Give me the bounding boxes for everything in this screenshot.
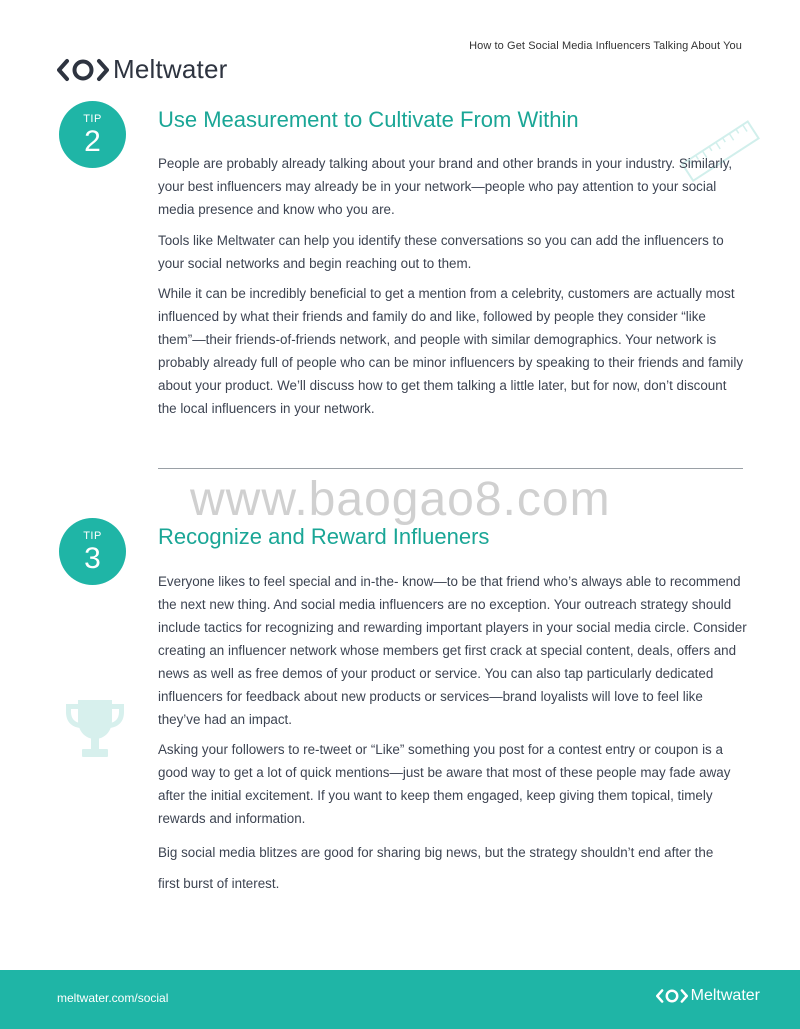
meltwater-logo[interactable] — [57, 54, 228, 85]
watermark: www.baogao8.com — [190, 473, 611, 526]
footer-logo[interactable] — [656, 987, 760, 1005]
tip-2-title: Use Measurement to Cultivate From Within — [158, 107, 579, 132]
tip-3-badge — [59, 518, 126, 585]
logo-text: Meltwater — [113, 54, 228, 84]
tip-number: 2 — [84, 125, 101, 158]
tip-3-paragraph-3: Big social media blitzes are good for sharing big news, but the strategy shouldn’t end after the first burst of interest. — [158, 845, 714, 891]
tip-2-paragraph-3: While it can be incredibly beneficial to get a mention from a celebrity, customers are actually most influenced by what their friends and family do and like, followed by people they consider “like them”—their friends-of-friends network, and people with similar demographics. Your network is probably already full of people who can be minor influencers by speaking to their friends and family about your product. We’ll discuss how to get them talking a little later, but for now, don’t discount the local influencers in your network. — [158, 286, 744, 416]
tip-2-paragraph-1: People are probably already talking about your brand and other brands in your industry. Similarly, your best influencers may already be in your network—people who pay attention to your social media presence and know who you are. — [158, 156, 733, 217]
trophy-icon — [62, 698, 128, 764]
tip-label: TIP — [83, 530, 102, 542]
tip-2-paragraph-2: Tools like Meltwater can help you identify these conversations so you can add the influencers to your social networks and begin reaching out to them. — [158, 233, 724, 271]
footer-url-link[interactable]: meltwater.com/social — [57, 991, 169, 1005]
header-note: How to Get Social Media Influencers Talking About You — [469, 40, 742, 52]
tip-number: 3 — [84, 542, 101, 575]
footer-logo-text: Meltwater — [690, 987, 760, 1004]
tip-3-title: Recognize and Reward Influeners — [158, 524, 490, 549]
section-divider — [158, 468, 743, 469]
tip-3-paragraph-2: Asking your followers to re-tweet or “Like” something you post for a contest entry or coupon is a good way to get a lot of quick mentions—just be aware that most of these people may fade away after the initial excitement. If you want to keep them engaged, keep giving them topical, timely rewards and information. — [158, 742, 731, 826]
tip-label: TIP — [83, 113, 102, 125]
tip-2-badge — [59, 101, 126, 168]
meltwater-logo-icon — [57, 57, 109, 83]
meltwater-logo-icon — [656, 988, 688, 1004]
footer — [0, 970, 800, 1029]
tip-3-paragraph-1: Everyone likes to feel special and in-the- know—to be that friend who’s always able to recommend the next new thing. And social media influencers are no exception. Your outreach strategy should include tactics for recognizing and rewarding important players in your social media circle. Consider creating an influencer network whose members get first crack at special content, deals, offers and news as well as free demos of your product or service. You can also tap particularly dedicated influencers for feedback about new products or services—brand loyalists will love to feel like they’ve had an impact. — [158, 574, 747, 727]
